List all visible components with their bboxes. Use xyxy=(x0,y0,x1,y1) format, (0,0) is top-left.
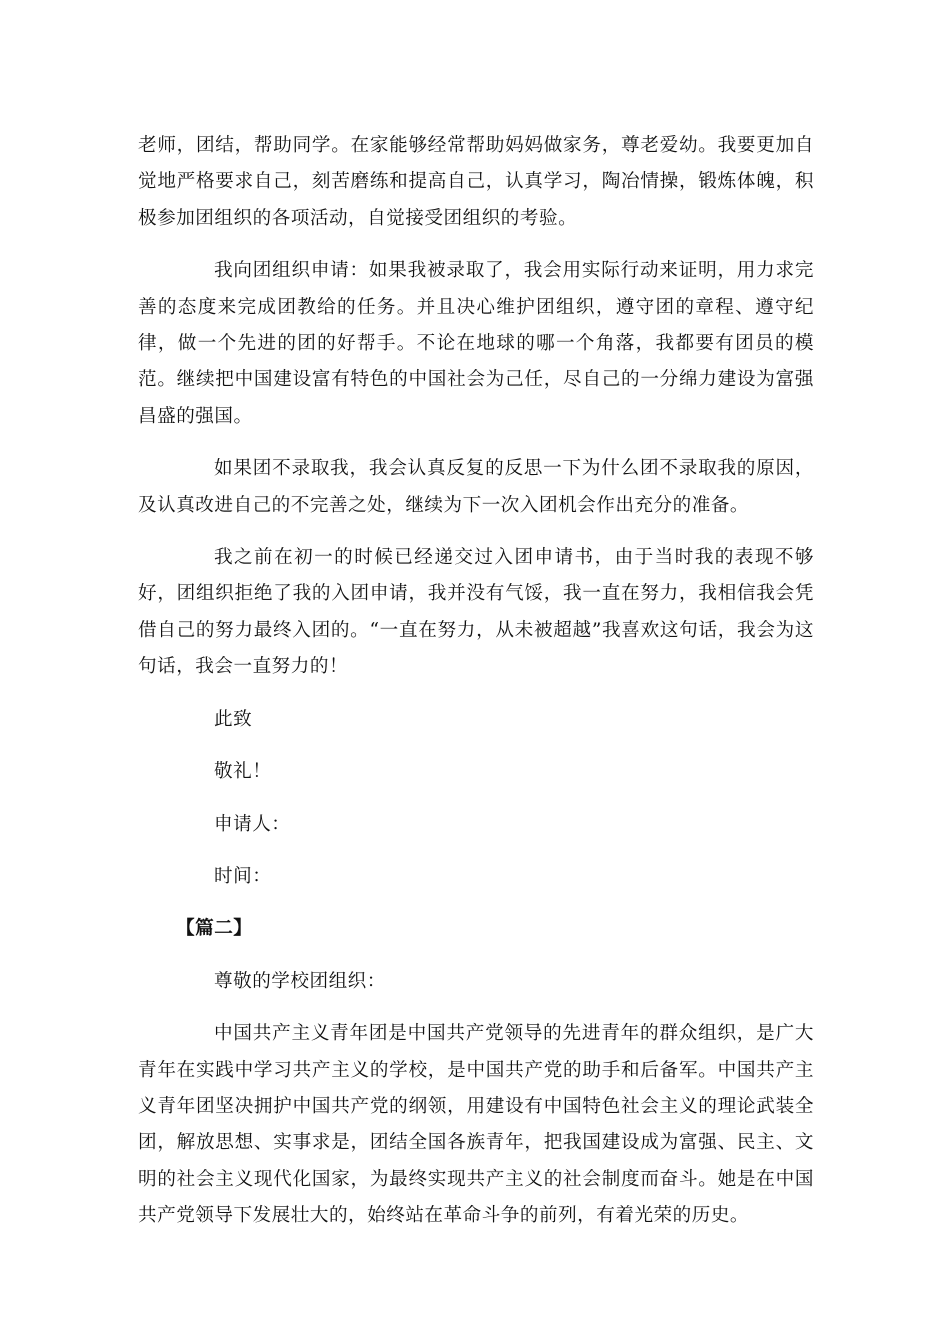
section-heading: 【篇二】 xyxy=(176,918,253,940)
paragraph-continuation: 老师，团结，帮助同学。在家能够经常帮助妈妈做家务，尊老爱幼。我要更加自觉地严格要求自己，刻苦磨练和提高自己，认真学习，陶冶情操，锻炼体魄，积极参加团组织的各项活动，自觉接受团组织的考验。 xyxy=(138,135,814,229)
paragraph-previous-application: 我之前在初一的时候已经递交过入团申请书，由于当时我的表现不够好，团组织拒绝了我的入团申请，我并没有气馁，我一直在努力，我相信我会凭借自己的努力最终入团的。“一直在努力，从未被超越”我喜欢这句话，我会为这句话，我会一直努力的！ xyxy=(138,547,814,678)
closing-respect: 敬礼！ xyxy=(214,761,272,783)
closing-salutation: 此致 xyxy=(214,708,253,730)
document-page xyxy=(138,128,814,1251)
paragraph-if-rejected: 如果团不录取我，我会认真反复的反思一下为什么团不录取我的原因，及认真改进自己的不完善之处，继续为下一次入团机会作出充分的准备。 xyxy=(138,458,814,516)
paragraph-application-pledge: 我向团组织申请：如果我被录取了，我会用实际行动来证明，用力求完善的态度来完成团教给的任务。并且决心维护团组织，遵守团的章程、遵守纪律，做一个先进的团的好帮手。不论在地球的哪一个角落，我都要有团员的模范。继续把中国建设富有特色的中国社会为己任，尽自己的一分绵力建设为富强昌盛的强国。 xyxy=(138,260,814,427)
paragraph-league-description: 中国共产主义青年团是中国共产党领导的先进青年的群众组织，是广大青年在实践中学习共产主义的学校，是中国共产党的助手和后备军。中国共产主义青年团坚决拥护中国共产党的纲领，用建设有中国特色社会主义的理论武装全团，解放思想、实事求是，团结全国各族青年，把我国建设成为富强、民主、文明的社会主义现代化国家，为最终实现共产主义的社会制度而奋斗。她是在中国共产党领导下发展壮大的，始终站在革命斗争的前列，有着光荣的历史。 xyxy=(138,1023,814,1227)
time-label: 时间： xyxy=(214,865,272,887)
greeting: 尊敬的学校团组织： xyxy=(214,970,386,992)
applicant-label: 申请人： xyxy=(214,813,291,835)
